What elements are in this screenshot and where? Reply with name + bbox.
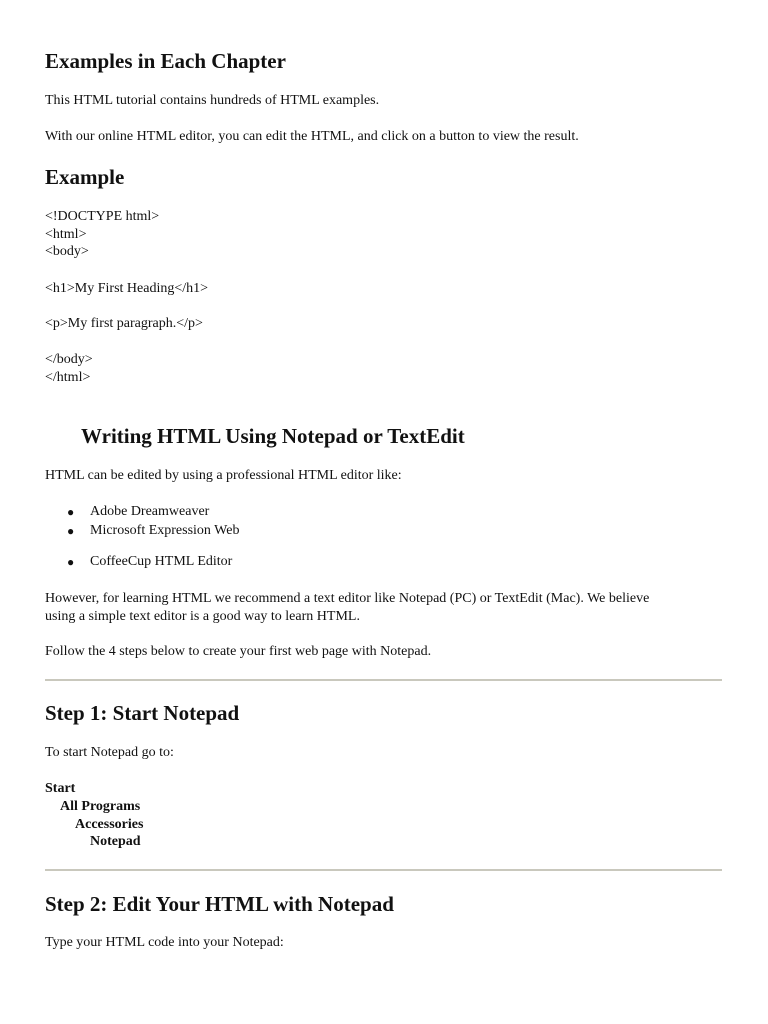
- menu-path-start: Start: [45, 781, 76, 796]
- examples-heading: Examples in Each Chapter: [45, 49, 286, 73]
- step1-heading: Step 1: Start Notepad: [45, 701, 240, 725]
- list-item-editor: Microsoft Expression Web: [90, 523, 240, 538]
- step1-intro: To start Notepad go to:: [45, 745, 174, 760]
- code-line-h1: <h1>My First Heading</h1>: [45, 281, 209, 296]
- examples-paragraph-1: This HTML tutorial contains hundreds of HTML examples.: [45, 93, 380, 108]
- menu-path-all-programs: All Programs: [60, 799, 141, 814]
- examples-paragraph-2: With our online HTML editor, you can edit the HTML, and click on a button to view the result.: [45, 129, 579, 144]
- step2-heading: Step 2: Edit Your HTML with Notepad: [45, 892, 394, 916]
- bullet-icon: ●: [67, 505, 75, 519]
- list-item-editor: CoffeeCup HTML Editor: [90, 554, 233, 569]
- code-block-close: </body> </html>: [45, 352, 93, 385]
- recommend-line-2: using a simple text editor is a good way to learn HTML.: [45, 609, 360, 624]
- example-heading: Example: [45, 165, 125, 189]
- list-item-editor: Adobe Dreamweaver: [90, 504, 210, 519]
- code-block-open: <!DOCTYPE html> <html> <body>: [45, 209, 160, 260]
- menu-path-notepad: Notepad: [90, 834, 141, 849]
- writing-heading: Writing HTML Using Notepad or TextEdit: [81, 424, 465, 448]
- horizontal-rule: [45, 679, 722, 681]
- follow-steps-text: Follow the 4 steps below to create your first web page with Notepad.: [45, 644, 432, 659]
- bullet-icon: ●: [67, 555, 75, 569]
- code-line-p: <p>My first paragraph.</p>: [45, 316, 203, 331]
- writing-intro: HTML can be edited by using a professional HTML editor like:: [45, 468, 402, 483]
- menu-path-accessories: Accessories: [75, 817, 144, 832]
- step2-intro: Type your HTML code into your Notepad:: [45, 935, 284, 950]
- recommend-line-1: However, for learning HTML we recommend a text editor like Notepad (PC) or TextEdit (Mac). We believe: [45, 591, 650, 606]
- bullet-icon: ●: [67, 524, 75, 538]
- horizontal-rule: [45, 869, 722, 871]
